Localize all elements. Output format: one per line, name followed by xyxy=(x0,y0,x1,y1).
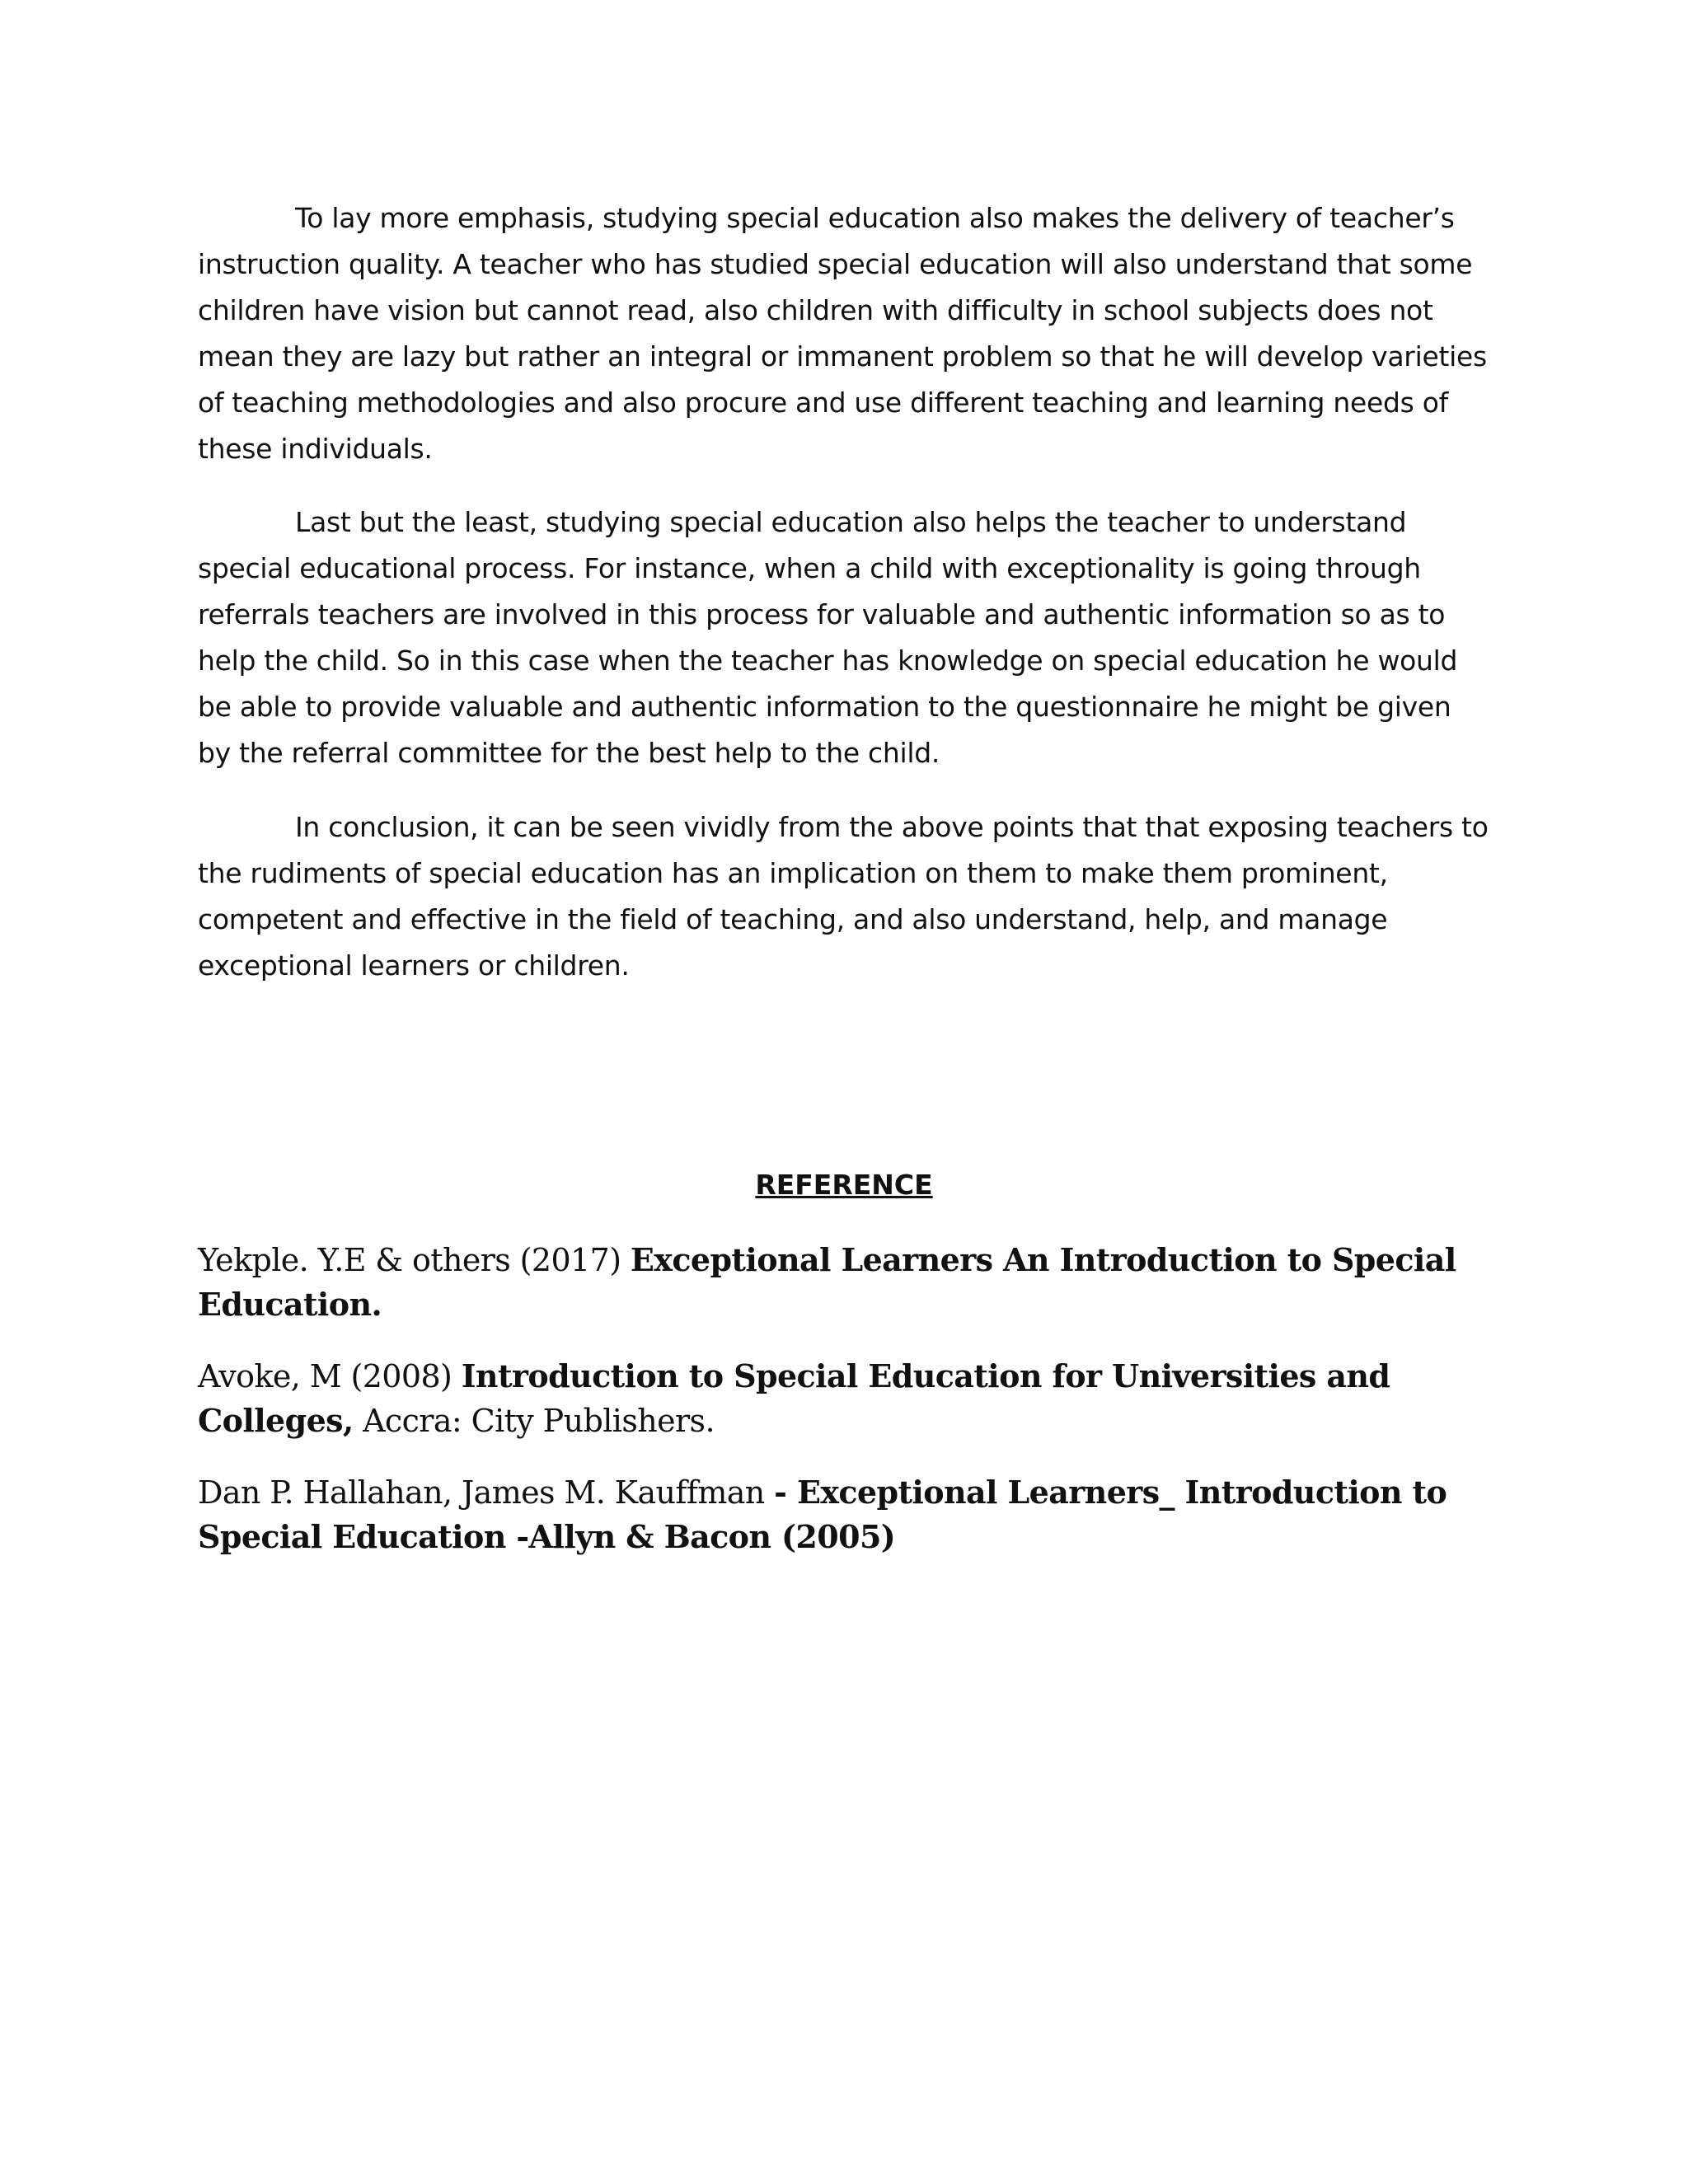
reference-entry xyxy=(198,1470,1500,1559)
reference-entry xyxy=(198,1354,1500,1443)
reference-title: Exceptional Learners An Introduction to Special Education. xyxy=(198,1241,1456,1323)
reference-title: Introduction to Special Education for Universities and Colleges, xyxy=(198,1357,1390,1439)
body-paragraph-last-point xyxy=(198,499,1492,776)
reference-heading: REFERENCE xyxy=(755,1169,933,1201)
paragraph-text: In conclusion, it can be seen vividly from the above points that that exposing teachers to the rudiments of special education has an implication on them to make them prominent, competent and effective in the field of teaching, and also understand, help, and manage exceptional learners or children. xyxy=(198,811,1489,982)
paragraph-text: Last but the least, studying special education also helps the teacher to understand special educational process. For instance, when a child with exceptionality is going through referrals teachers are involved in this process for valuable and authentic information so as to help the child. So in this case when the teacher has knowledge on special education he would be able to provide valuable and authentic information to the questionnaire he might be given by the referral committee for the best help to the child. xyxy=(198,506,1458,769)
body-paragraph-emphasis xyxy=(198,195,1492,472)
body-paragraph-conclusion xyxy=(198,804,1492,989)
reference-author-year: Yekple. Y.E & others (2017) xyxy=(198,1242,631,1278)
reference-author-year: Dan P. Hallahan, James M. Kauffman xyxy=(198,1474,775,1511)
reference-title: - Exceptional Learners_ Introduction to Special Education -Allyn & Bacon (2005) xyxy=(198,1474,1447,1555)
reference-author-year: Avoke, M (2008) xyxy=(198,1358,462,1394)
reference-publisher: Accra: City Publishers. xyxy=(353,1403,715,1439)
paragraph-text: To lay more emphasis, studying special education also makes the delivery of teacher’s instruction quality. A teacher who has studied special education will also understand that some children have vision but cannot read, also children with difficulty in school subjects does not mean they are lazy but rather an integral or immanent problem so that he will develop varieties of teaching methodologies and also procure and use different teaching and learning needs of these individuals. xyxy=(198,202,1487,465)
reference-entry xyxy=(198,1238,1500,1327)
